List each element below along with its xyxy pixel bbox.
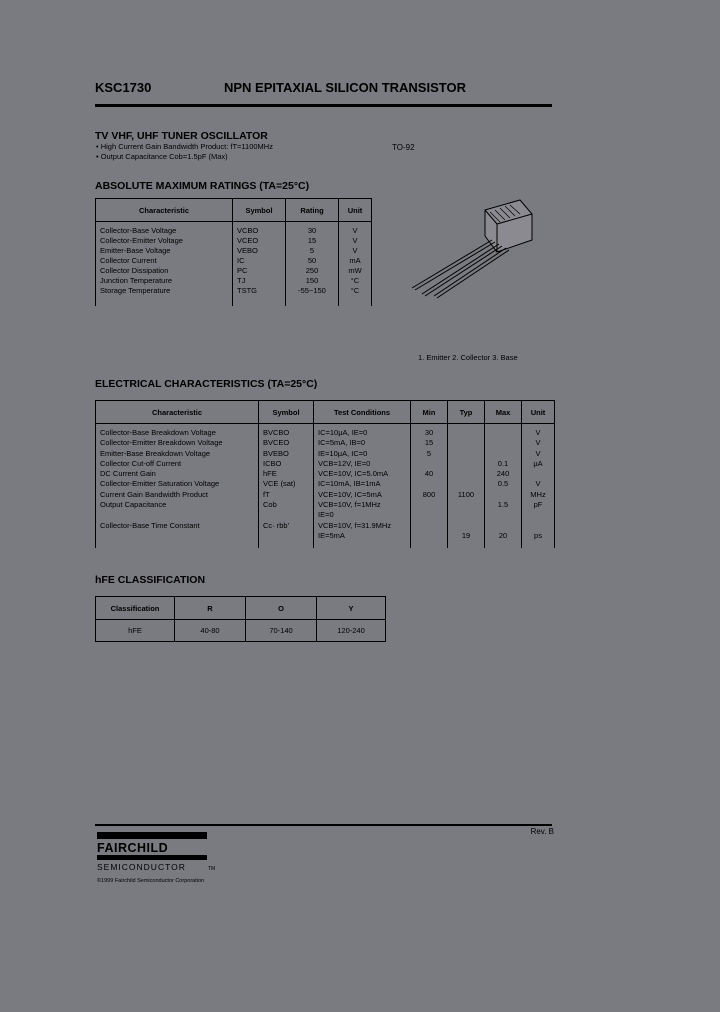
cell: 800 bbox=[422, 489, 436, 499]
electrical-heading: ELECTRICAL CHARACTERISTICS (TA=25°C) bbox=[95, 378, 318, 390]
cell: 120-240 bbox=[317, 620, 386, 642]
cell bbox=[415, 459, 443, 469]
cell: V bbox=[352, 246, 358, 255]
cell: PC bbox=[237, 266, 248, 275]
cell: mA bbox=[349, 256, 361, 265]
cell: V bbox=[535, 438, 541, 448]
col-header: Classification bbox=[96, 597, 175, 620]
col-header: Unit bbox=[339, 199, 372, 222]
cell: VEBO bbox=[237, 246, 258, 255]
cell: 5 bbox=[426, 448, 432, 458]
characteristic-column bbox=[96, 222, 233, 306]
col-header: Characteristic bbox=[96, 401, 259, 424]
col-header: Symbol bbox=[259, 401, 314, 424]
cell: V bbox=[352, 226, 358, 235]
cell bbox=[452, 479, 480, 489]
pin-legend: 1. Emitter 2. Collector 3. Base bbox=[418, 353, 518, 362]
cell: pF bbox=[533, 500, 543, 510]
cell: MHz bbox=[530, 489, 546, 499]
cell: 50 bbox=[307, 256, 317, 265]
cell: Collector-Base Voltage bbox=[100, 226, 177, 235]
col-header: Typ bbox=[448, 401, 485, 424]
cell: Cob bbox=[263, 500, 277, 510]
footer-rule bbox=[95, 824, 552, 826]
cell bbox=[452, 449, 480, 459]
cell: °C bbox=[350, 286, 360, 295]
hfe-classification-table bbox=[95, 596, 386, 642]
cell: hFE bbox=[263, 469, 277, 479]
cell: mW bbox=[348, 266, 362, 275]
unit-column bbox=[339, 222, 372, 306]
cell bbox=[452, 438, 480, 448]
row-label: hFE bbox=[96, 620, 175, 642]
cell bbox=[452, 521, 480, 531]
cell bbox=[526, 510, 550, 520]
col-header: O bbox=[246, 597, 317, 620]
symbol-column bbox=[233, 222, 286, 306]
copyright: ©1999 Fairchild Semiconductor Corporation bbox=[97, 878, 205, 884]
characteristic-column bbox=[96, 424, 259, 548]
revision: Rev. B bbox=[530, 827, 554, 836]
cell bbox=[526, 469, 550, 479]
cell: 30 bbox=[307, 226, 317, 235]
cell: 0.1 bbox=[497, 458, 509, 468]
cell: Collector-Emitter Breakdown Voltage bbox=[100, 438, 223, 448]
cell: BVCBO bbox=[263, 428, 290, 437]
cell: Collector-Base Time Constant bbox=[100, 520, 200, 530]
cell: VCE=10V, IC=5mA bbox=[318, 489, 382, 499]
cell: ICBO bbox=[263, 458, 282, 468]
abs-max-table bbox=[95, 198, 372, 306]
cell: 15 bbox=[307, 236, 317, 245]
feature-item: • Output Capacitance Cob=1.5pF (Max) bbox=[96, 152, 228, 161]
cell: Collector Current bbox=[100, 256, 157, 265]
cell bbox=[526, 521, 550, 531]
cell: IC=10μA, IE=0 bbox=[318, 428, 368, 437]
col-header: Rating bbox=[286, 199, 339, 222]
cell: VCEO bbox=[237, 236, 259, 245]
cell bbox=[415, 479, 443, 489]
cell: 20 bbox=[498, 530, 508, 540]
cell: Current Gain Bandwidth Product bbox=[100, 489, 208, 499]
col-header: Test Conditions bbox=[314, 401, 411, 424]
feature-item: • High Current Gain Bandwidth Product: fT=1100MHz bbox=[96, 142, 273, 151]
cell bbox=[489, 521, 517, 531]
semiconductor-text: SEMICONDUCTOR bbox=[97, 862, 186, 872]
abs-max-heading: ABSOLUTE MAXIMUM RATINGS (TA=25°C) bbox=[95, 180, 310, 192]
cell: V bbox=[535, 428, 541, 437]
col-header: Symbol bbox=[233, 199, 286, 222]
cell: 19 bbox=[461, 530, 471, 540]
cell: -55~150 bbox=[298, 286, 326, 295]
cell: 30 bbox=[424, 428, 434, 437]
cell bbox=[452, 428, 480, 438]
cell: BVCEO bbox=[263, 438, 290, 448]
cell: 250 bbox=[305, 266, 319, 275]
col-header: Max bbox=[485, 401, 522, 424]
cell: VCE=10V, IC=5.0mA bbox=[318, 469, 389, 479]
cell bbox=[489, 490, 517, 500]
cell: IE=5mA bbox=[318, 530, 345, 540]
cell: Output Capacitance bbox=[100, 500, 167, 510]
cell: Junction Temperature bbox=[100, 276, 172, 285]
cell bbox=[452, 469, 480, 479]
logo-bar-top bbox=[97, 832, 207, 839]
cell: VCB=10V, f=1MHz bbox=[318, 500, 381, 510]
cell bbox=[489, 438, 517, 448]
cell: 5 bbox=[309, 246, 315, 255]
cell: 240 bbox=[496, 469, 510, 479]
cell: Collector-Emitter Voltage bbox=[100, 236, 183, 245]
cell: BVEBO bbox=[263, 448, 289, 458]
logo-bar-bottom bbox=[97, 855, 207, 860]
package-label: TO-92 bbox=[392, 143, 415, 152]
fairchild-logo: FAIRCHILD bbox=[97, 841, 169, 855]
part-number: KSC1730 bbox=[95, 80, 152, 95]
col-header: Unit bbox=[522, 401, 555, 424]
cell: VCB=10V, f=31.9MHz bbox=[318, 520, 392, 530]
cell: Cc· rbb' bbox=[263, 520, 290, 530]
cell: 0.5 bbox=[497, 479, 509, 489]
cell: 1.5 bbox=[497, 500, 509, 510]
cell: VCB=12V, IE=0 bbox=[318, 458, 371, 468]
cell: VCBO bbox=[237, 226, 259, 235]
hfe-heading: hFE CLASSIFICATION bbox=[95, 574, 206, 586]
cell: °C bbox=[350, 276, 360, 285]
cell: Collector-Emitter Saturation Voltage bbox=[100, 479, 220, 489]
cell: 150 bbox=[305, 276, 319, 285]
cell: IC=5mA, IB=0 bbox=[318, 438, 366, 448]
conditions-column bbox=[314, 424, 411, 548]
cell bbox=[489, 428, 517, 438]
cell: Collector Dissipation bbox=[100, 266, 169, 275]
max-column bbox=[485, 424, 522, 548]
cell bbox=[452, 510, 480, 520]
to92-package-drawing bbox=[400, 190, 540, 300]
cell: 40-80 bbox=[175, 620, 246, 642]
cell: Emitter-Base Breakdown Voltage bbox=[100, 448, 211, 458]
cell: 40 bbox=[424, 469, 434, 479]
cell: V bbox=[535, 479, 541, 489]
feature-list bbox=[96, 142, 273, 162]
cell bbox=[263, 510, 309, 520]
col-header: R bbox=[175, 597, 246, 620]
electrical-table bbox=[95, 400, 555, 548]
unit-column bbox=[522, 424, 555, 548]
cell: IC bbox=[237, 256, 245, 265]
col-header: Min bbox=[411, 401, 448, 424]
cell: VCE (sat) bbox=[263, 479, 296, 489]
cell: μA bbox=[533, 458, 543, 468]
cell bbox=[489, 449, 517, 459]
cell: 70-140 bbox=[246, 620, 317, 642]
cell: V bbox=[352, 236, 358, 245]
header-rule bbox=[95, 104, 552, 107]
application-heading: TV VHF, UHF TUNER OSCILLATOR bbox=[95, 130, 268, 142]
cell: Collector-Base Breakdown Voltage bbox=[100, 428, 216, 437]
cell bbox=[452, 500, 480, 510]
cell bbox=[100, 510, 254, 520]
cell: TSTG bbox=[237, 286, 257, 295]
cell: IE=0 bbox=[318, 510, 334, 520]
cell: Storage Temperature bbox=[100, 286, 171, 295]
cell: V bbox=[535, 448, 541, 458]
col-header: Characteristic bbox=[96, 199, 233, 222]
symbol-column bbox=[259, 424, 314, 548]
min-column bbox=[411, 424, 448, 548]
cell: IC=10mA, IB=1mA bbox=[318, 479, 381, 489]
cell bbox=[452, 459, 480, 469]
cell bbox=[489, 510, 517, 520]
cell: ps bbox=[534, 530, 542, 540]
document-title: NPN EPITAXIAL SILICON TRANSISTOR bbox=[224, 80, 466, 95]
cell: Emitter-Base Voltage bbox=[100, 246, 171, 255]
cell: 15 bbox=[424, 438, 434, 448]
cell: TJ bbox=[237, 276, 246, 285]
rating-column bbox=[286, 222, 339, 306]
typ-column bbox=[448, 424, 485, 548]
cell: DC Current Gain bbox=[100, 469, 156, 479]
cell: Collector Cut-off Current bbox=[100, 458, 182, 468]
cell: IE=10μA, IC=0 bbox=[318, 448, 368, 458]
cell: fT bbox=[263, 489, 270, 499]
trademark: TM bbox=[208, 866, 216, 872]
col-header: Y bbox=[317, 597, 386, 620]
cell: 1100 bbox=[457, 489, 475, 499]
